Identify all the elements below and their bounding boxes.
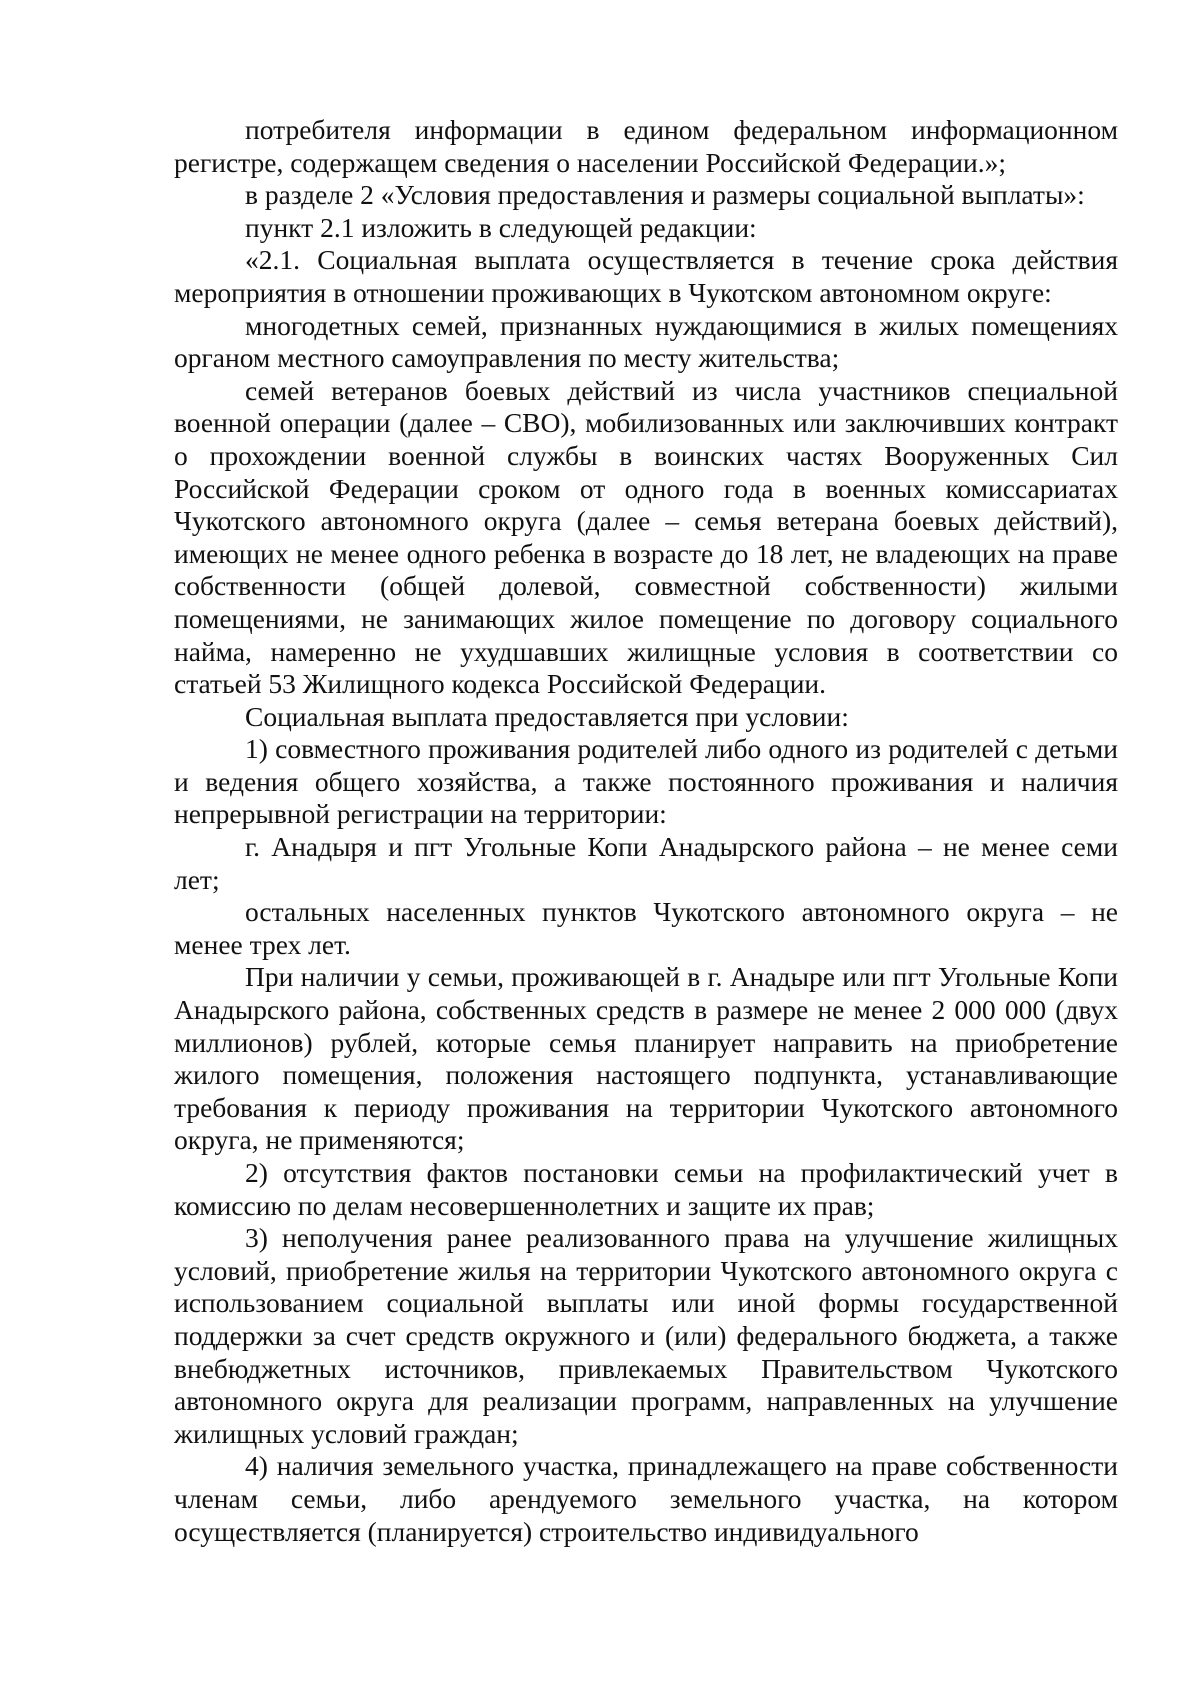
document-body: [174, 114, 1118, 1548]
paragraph-6: семей ветеранов боевых действий из числа участников специальной военной операции (далее – СВО), мобилизованных или заключивших контракт о прохождении военной службы в воинских частях Вооруженных Сил Российской Федерации сроком от одного года в военных комиссариатах Чукотского автономного округа (далее – семья ветерана боевых действий), имеющих не менее одного ребенка в возрасте до 18 лет, не владеющих на праве собственности (общей долевой, совместной собственности) жилыми помещениями, не занимающих жилое помещение по договору социального найма, намеренно не ухудшавших жилищные условия в соответствии со статьей 53 Жилищного кодекса Российской Федерации.: [174, 374, 1118, 700]
paragraph-3: пункт 2.1 изложить в следующей редакции:: [245, 211, 757, 243]
paragraph-2: в разделе 2 «Условия предоставления и размеры социальной выплаты»:: [245, 179, 1085, 211]
paragraph-1: потребителя информации в едином федеральном информационном регистре, содержащем сведения о населении Российской Федерации.»;: [174, 114, 1118, 178]
paragraph-4: «2.1. Социальная выплата осуществляется в течение срока действия мероприятия в отношении проживающих в Чукотском автономном округе:: [174, 244, 1118, 308]
paragraph-5: многодетных семей, признанных нуждающимися в жилых помещениях органом местного самоуправления по месту жительства;: [174, 309, 1118, 374]
paragraph-10: остальных населенных пунктов Чукотского автономного округа – не менее трех лет.: [174, 896, 1118, 960]
paragraph-11: При наличии у семьи, проживающей в г. Анадыре или пгт Угольные Копи Анадырского района, собственных средств в размере не менее 2 000 000 (двух миллионов) рублей, которые семья планирует направить на приобретение жилого помещения, положения настоящего подпункта, устанавливающие требования к периоду проживания на территории Чукотского автономного округа, не применяются;: [174, 961, 1118, 1156]
paragraph-8: 1) совместного проживания родителей либо одного из родителей с детьми и ведения общего хозяйства, а также постоянного проживания и наличия непрерывной регистрации на территории:: [174, 733, 1118, 830]
paragraph-7: Социальная выплата предоставляется при условии:: [245, 700, 849, 732]
paragraph-9: г. Анадыря и пгт Угольные Копи Анадырского района – не менее семи лет;: [174, 831, 1118, 895]
paragraph-14: 4) наличия земельного участка, принадлежащего на праве собственности членам семьи, либо арендуемого земельного участка, на котором осуществляется (планируется) строительство индивидуального: [174, 1450, 1118, 1547]
paragraph-13: 3) неполучения ранее реализованного права на улучшение жилищных условий, приобретение жилья на территории Чукотского автономного округа с использованием социальной выплаты или иной формы государственной поддержки за счет средств окружного и (или) федерального бюджета, а также внебюджетных источников, привлекаемых Правительством Чукотского автономного округа для реализации программ, направленных на улучшение жилищных условий граждан;: [174, 1222, 1118, 1449]
paragraph-12: 2) отсутствия фактов постановки семьи на профилактический учет в комиссию по делам несовершеннолетних и защите их прав;: [174, 1157, 1118, 1221]
